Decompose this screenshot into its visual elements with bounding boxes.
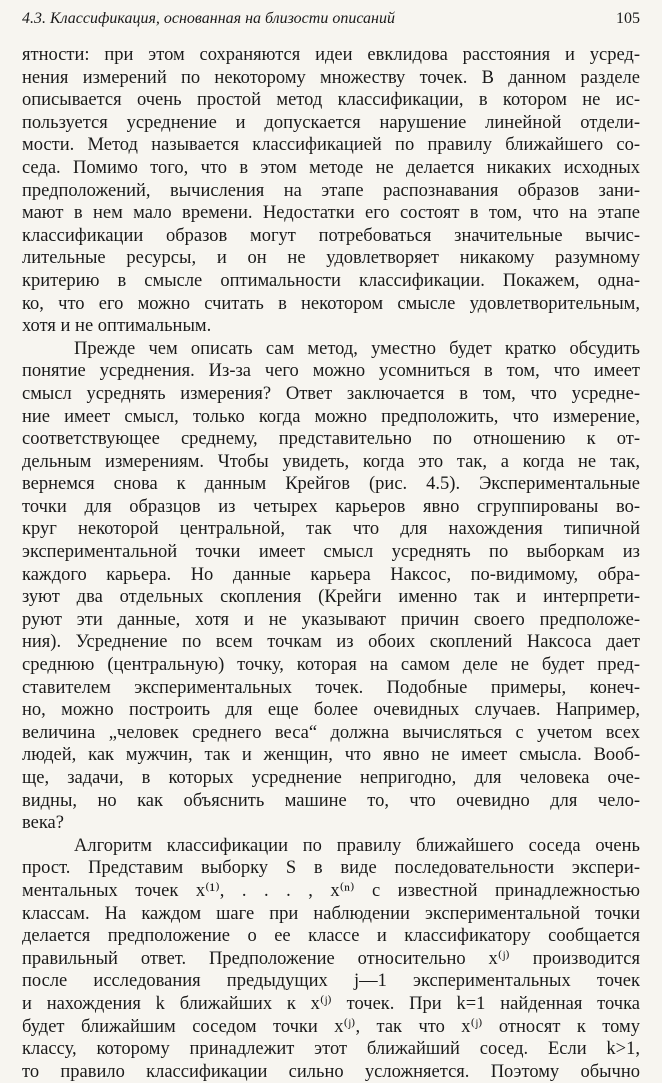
text-line: ния). Усреднение по всем точкам из обоих скоплений Наксоса дает: [22, 632, 640, 653]
text-line: пользуется усреднение и допускается нарушение линейной отдели-: [22, 112, 640, 133]
running-head: [22, 8, 640, 30]
text-line: седа. Помимо того, что в этом методе не делается никаких исходных: [22, 157, 640, 178]
text-line: соответствующее среднему, представительно по отношению к от-: [22, 429, 640, 450]
text-line: Алгоритм классификации по правилу ближайшего соседа очень: [74, 835, 640, 856]
text-line: правильный ответ. Предположение относительно x⁽ʲ⁾ производится: [22, 948, 640, 969]
text-line: величина „человек среднего веса“ должна вычисляться с учетом всех: [22, 722, 640, 743]
text-line: каждого карьера. Но данные карьера Наксос, по-видимому, обра-: [22, 564, 640, 585]
text-line: делается предположение о ее классе и классификатору сообщается: [22, 926, 640, 947]
text-line: вернемся снова к данным Крейгов (рис. 4.5). Экспериментальные: [22, 474, 640, 495]
text-line: хотя и не оптимальным.: [22, 316, 212, 337]
text-line: классам. На каждом шаге при наблюдении экспериментальной точки: [22, 903, 640, 924]
text-line: предположений, вычисления на этапе распознавания образов зани-: [22, 180, 640, 201]
text-line: круг некоторой центральной, так что для нахождения типичной: [22, 519, 640, 540]
text-line: видны, но как объяснить машине то, что очевидно для чело-: [22, 790, 640, 811]
text-line: ние имеет смысл, только когда можно предположить, что измерение,: [22, 406, 640, 427]
text-line: критерию в смысле оптимальности классификации. Покажем, одна-: [22, 270, 640, 291]
text-line: то правило классификации сильно усложняется. Поэтому обычно: [22, 1061, 640, 1082]
text-line: ставителем экспериментальных точек. Подобные примеры, конеч-: [22, 677, 640, 698]
text-line: экспериментальной точки имеет смысл усреднять по выборкам из: [22, 542, 640, 563]
text-line: дельным измерениям. Чтобы увидеть, когда это так, а когда не так,: [22, 451, 640, 472]
text-line: ментальных точек x⁽¹⁾, . . . , x⁽ⁿ⁾ с известной принадлежностью: [22, 880, 640, 901]
text-line: среднюю (центральную) точку, которая на самом деле не будет пред-: [22, 655, 640, 676]
text-line: зуют два отдельных скопления (Крейги именно так и интерпрети-: [22, 587, 640, 608]
text-line: людей, как мужчин, так и женщин, что явно не имеет смысла. Вооб-: [22, 745, 640, 766]
text-line: классификации образов могут потребоваться значительные вычис-: [22, 225, 640, 246]
text-line: смысл усреднять измерения? Ответ заключается в том, что усредне-: [22, 383, 640, 404]
text-line: ятности: при этом сохраняются идеи евклидова расстояния и усред-: [22, 45, 640, 65]
text-line: понятие усреднения. Из-за чего можно усомниться в том, что имеет: [22, 361, 640, 382]
text-line: мают в нем мало времени. Недостатки его состоят в том, что на этапе: [22, 203, 640, 224]
text-line: Прежде чем описать сам метод, уместно будет кратко обсудить: [74, 338, 640, 359]
body-text: [22, 44, 640, 1083]
text-line: ще, задачи, в которых усреднение непригодно, для человека оче-: [22, 768, 640, 788]
text-line: после исследования предыдущих j—1 экспериментальных точек: [22, 971, 640, 992]
text-line: классу, которому принадлежит этот ближайший сосед. Если k>1,: [22, 1039, 640, 1060]
text-line: и нахождения k ближайших к x⁽ʲ⁾ точек. При k=1 найденная точка: [22, 993, 640, 1014]
text-line: лительные ресурсы, и он не удовлетворяет никакому разумному: [22, 248, 640, 269]
text-line: но, можно построить для еще более очевидных случаев. Например,: [22, 700, 640, 721]
text-line: нения измерений по некоторому множеству точек. В данном разделе: [22, 67, 640, 88]
text-line: ко, что его можно считать в некотором смысле удовлетворительным,: [22, 293, 640, 314]
text-line: описывается очень простой метод классификации, в котором не ис-: [22, 90, 640, 111]
text-line: руют эти данные, хотя и не указывают причин своего предположе-: [22, 609, 640, 630]
running-title: 4.3. Классификация, основанная на близости описаний: [22, 10, 395, 27]
text-line: мости. Метод называется классификацией по правилу ближайшего со-: [22, 135, 640, 156]
paragraph-3: [22, 835, 640, 1083]
text-line: века?: [22, 813, 64, 834]
text-line: точки для образцов из четырех карьеров явно сгруппированы во-: [22, 496, 640, 517]
paragraph-1: [22, 44, 640, 338]
page-number: 105: [616, 10, 640, 27]
text-line: будет ближайшим соседом точки x⁽ʲ⁾, так что x⁽ʲ⁾ относят к тому: [22, 1016, 640, 1037]
paragraph-2: [22, 338, 640, 835]
text-line: прост. Представим выборку S в виде последовательности экспери-: [22, 858, 640, 879]
